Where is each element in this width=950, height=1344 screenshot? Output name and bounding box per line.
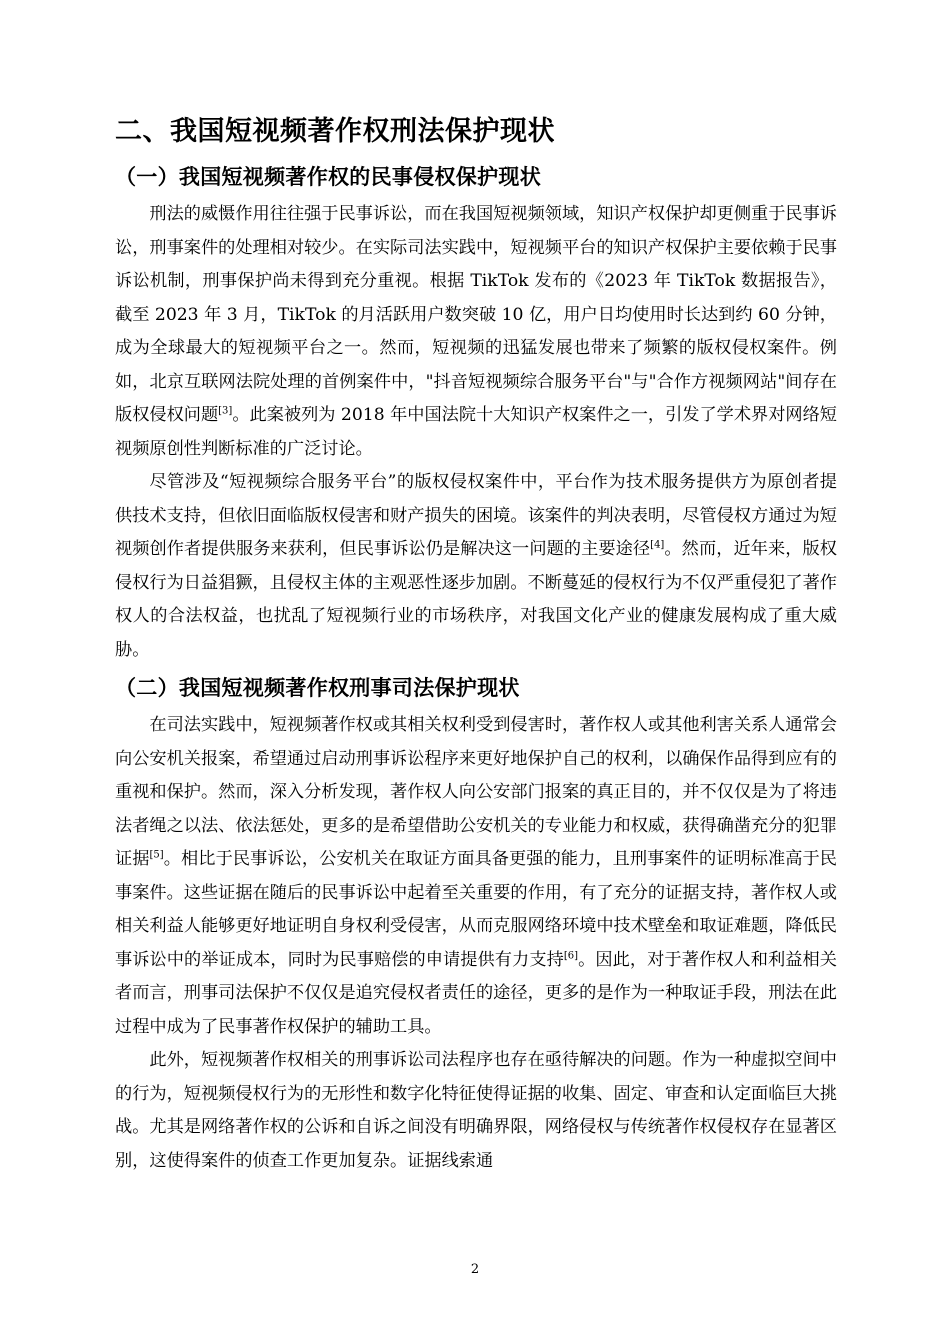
page-number: 2 [470,1262,480,1277]
paragraph-criminal-1: 在司法实践中，短视频著作权或其相关权利受到侵害时，著作权人或其他利害关系人通常会向公安机关报案，希望通过启动刑事诉讼程序来更好地保护自己的权利，以确保作品得到应有的重视和保护。然而，深入分析发现，著作权人向公安部门报案的真正目的，并不仅仅是为了将违法者绳之以法、依法惩处，更多的是希望借助公安机关的专业能力和权威，获得确凿充分的犯罪证据[5]。相比于民事诉讼，公安机关在取证方面具备更强的能力，且刑事案件的证明标准高于民事案件。这些证据在随后的民事诉讼中起着至关重要的作用，有了充分的证据支持，著作权人或相关利益人能够更好地证明自身权利受侵害，从而克服网络环境中技术壁垒和取证难题，降低民事诉讼中的举证成本，同时为民事赔偿的申请提供有力支持[6]。因此，对于著作权人和利益相关者而言，刑事司法保护不仅仅是追究侵权者责任的途径，更多的是作为一种取证手段，刑法在此过程中成为了民事著作权保护的辅助工具。 [115,715,837,1037]
subsection-heading-criminal: （二）我国短视频著作权刑事司法保护现状 [115,676,520,700]
paragraph-civil-1: 刑法的威慑作用往往强于民事诉讼，而在我国短视频领域，知识产权保护却更侧重于民事诉讼，刑事案件的处理相对较少。在实际司法实践中，短视频平台的知识产权保护主要依赖于民事诉讼机制，刑事保护尚未得到充分重视。根据 TikTok 发布的《2023 年 TikTok 数据报告》，截至 2023 年 3 月，TikTok 的月活跃用户数突破 10 亿，用户日均使用时长达到约 60 分钟，成为全球最大的短视频平台之一。然而，短视频的迅猛发展也带来了频繁的版权侵权案件。例如，北京互联网法院处理的首例案件中，"抖音短视频综合服务平台"与"合作方视频网站"间存在版权侵权问题[3]。此案被列为 2018 年中国法院十大知识产权案件之一，引发了学术界对网络短视频原创性判断标准的广泛讨论。 [115,204,837,459]
citation-ref: [4] [650,539,665,551]
page-body [115,108,837,1178]
paragraph-civil-2: 尽管涉及“短视频综合服务平台”的版权侵权案件中，平台作为技术服务提供方为原创者提供技术支持，但依旧面临版权侵害和财产损失的困境。该案件的判决表明，尽管侵权方通过为短视频创作者提供服务来获利，但民事诉讼仍是解决这一问题的主要途径[4]。然而，近年来，版权侵权行为日益猖獗，且侵权主体的主观恶性逐步加剧。不断蔓延的侵权行为不仅严重侵犯了著作权人的合法权益，也扰乱了短视频行业的市场秩序，对我国文化产业的健康发展构成了重大威胁。 [115,472,837,660]
citation-ref: [5] [149,849,164,861]
paragraph-criminal-2: 此外，短视频著作权相关的刑事诉讼司法程序也存在亟待解决的问题。作为一种虚拟空间中的行为，短视频侵权行为的无形性和数字化特征使得证据的收集、固定、审查和认定面临巨大挑战。尤其是网络著作权的公诉和自诉之间没有明确界限，网络侵权与传统著作权侵权存在显著区别，这使得案件的侦查工作更加复杂。证据线索通 [115,1050,837,1171]
subsection-heading-civil: （一）我国短视频著作权的民事侵权保护现状 [115,165,541,189]
citation-ref: [3] [218,405,233,417]
section-heading: 二、我国短视频著作权刑法保护现状 [115,116,555,147]
citation-ref: [6] [563,949,579,961]
